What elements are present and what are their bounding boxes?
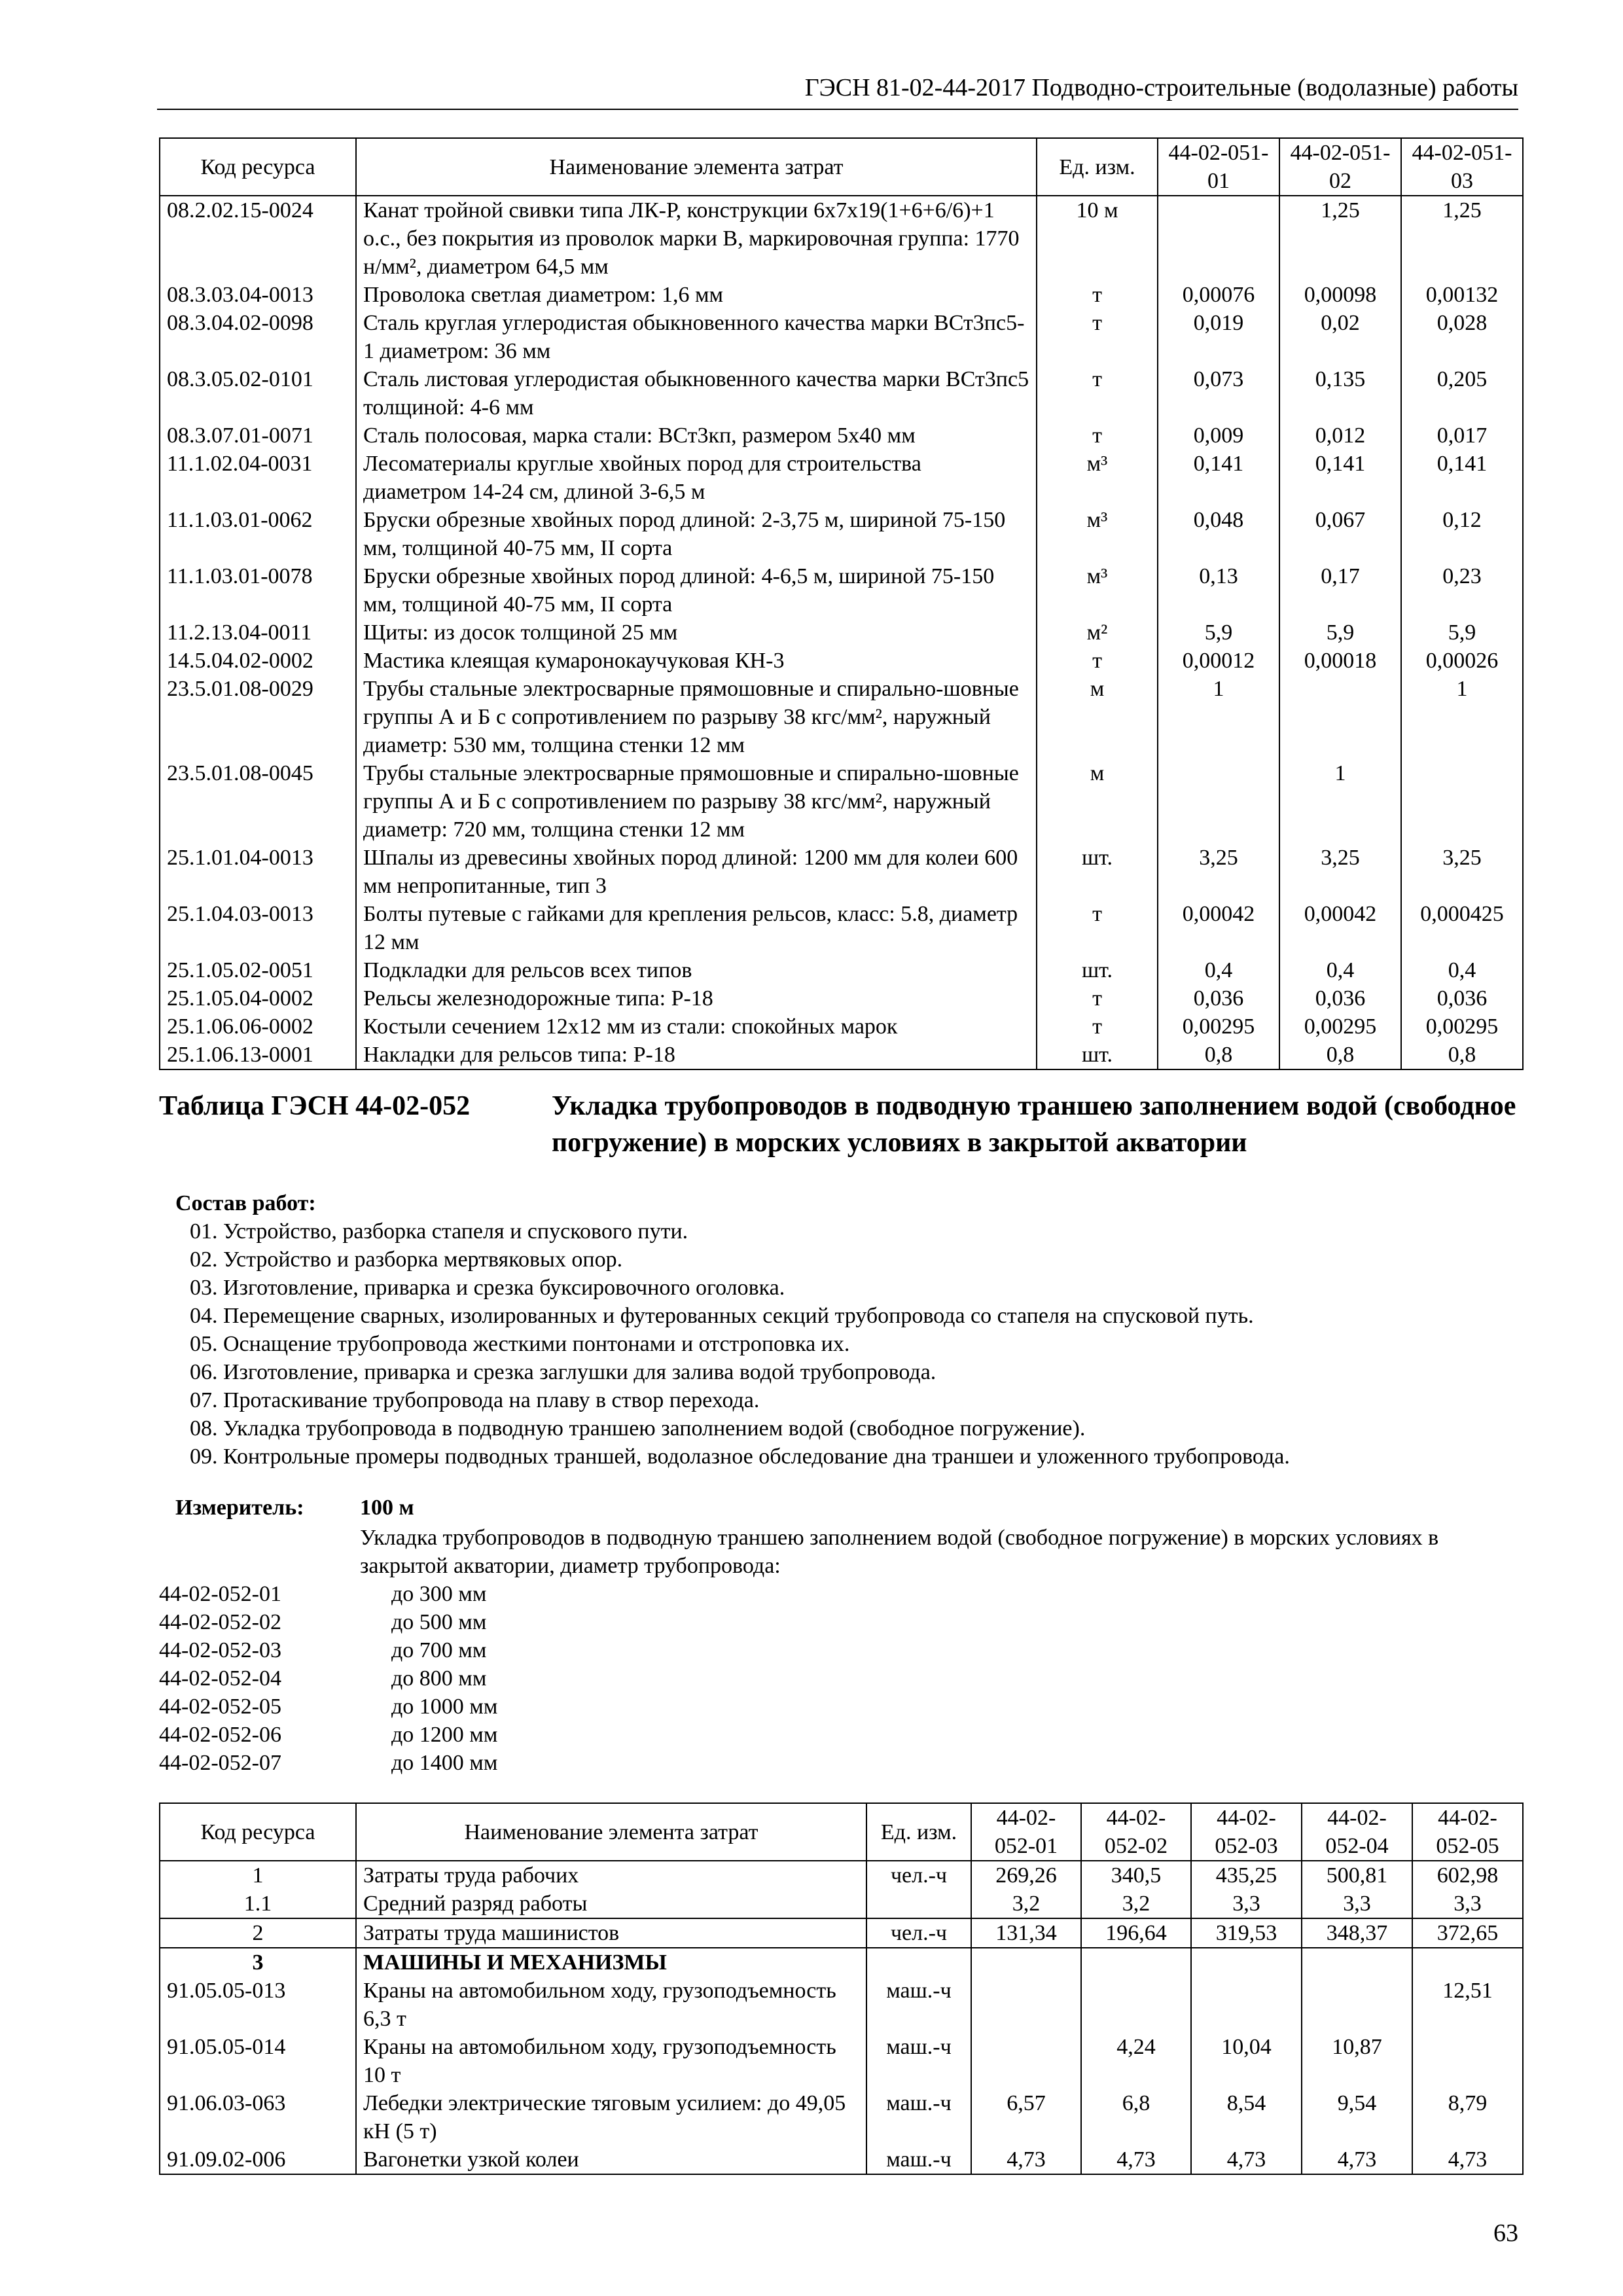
norm-value-cell: 0,8: [1279, 1041, 1401, 1069]
work-item: 06. Изготовление, приварка и срезка заглушки для залива водой трубопровода.: [190, 1360, 936, 1384]
resource-name-cell: Затраты труда рабочих: [356, 1861, 866, 1890]
resource-name-cell: Щиты: из досок толщиной 25 мм: [356, 619, 1037, 647]
norm-value-cell: 0,135: [1279, 365, 1401, 422]
norm-value-cell: 0,141: [1401, 450, 1523, 506]
resource-name-cell: Канат тройной свивки типа ЛК-Р, конструкции 6х7х19(1+6+6/6)+1 о.с., без покрытия из проволок марки В, маркировочная группа: 1770 н/мм², диаметром 64,5 мм: [356, 196, 1037, 281]
col-header-code: Код ресурса: [160, 138, 356, 196]
norm-value-cell: [1412, 1948, 1523, 1977]
norm-code-text: до 700 мм: [391, 1638, 487, 1662]
norm-value-cell: 0,141: [1158, 450, 1279, 506]
norm-value-cell: 0,012: [1279, 422, 1401, 450]
work-item: 08. Укладка трубопровода в подводную траншею заполнением водой (свободное погружение).: [190, 1416, 1086, 1441]
resource-code-cell: 91.09.02-006: [160, 2145, 356, 2174]
norm-value-cell: 4,73: [1081, 2145, 1191, 2174]
col-header-name: Наименование элемента затрат: [356, 138, 1037, 196]
resource-code-cell: 23.5.01.08-0045: [160, 759, 356, 844]
resource-name-cell: Сталь круглая углеродистая обыкновенного качества марки ВСт3пс5-1 диаметром: 36 мм: [356, 309, 1037, 365]
unit-cell: м: [1037, 759, 1158, 844]
unit-cell: м³: [1037, 562, 1158, 619]
resource-code-cell: 08.3.05.02-0101: [160, 365, 356, 422]
header-divider: [157, 109, 1518, 110]
norm-code-text: до 1000 мм: [391, 1695, 498, 1719]
norm-value-cell: 1: [1158, 675, 1279, 759]
norm-value-cell: 269,26: [971, 1861, 1081, 1890]
resource-name-cell: МАШИНЫ И МЕХАНИЗМЫ: [356, 1948, 866, 1977]
resource-code-cell: 11.2.13.04-0011: [160, 619, 356, 647]
table-row: [160, 309, 1523, 365]
unit-cell: т: [1037, 309, 1158, 365]
table-row: [160, 422, 1523, 450]
unit-cell: маш.-ч: [866, 2145, 971, 2174]
resource-name-cell: Краны на автомобильном ходу, грузоподъемность 6,3 т: [356, 1977, 866, 2033]
norm-value-cell: [1302, 1948, 1412, 1977]
norm-value-cell: 1: [1279, 759, 1401, 844]
norm-value-cell: 1,25: [1279, 196, 1401, 281]
unit-cell: шт.: [1037, 956, 1158, 984]
norm-value-cell: 0,073: [1158, 365, 1279, 422]
table-row: [160, 196, 1523, 281]
resource-name-cell: Бруски обрезные хвойных пород длиной: 2-3,75 м, шириной 75-150 мм, толщиной 40-75 мм, II сорта: [356, 506, 1037, 562]
norm-value-cell: 500,81: [1302, 1861, 1412, 1890]
table-row: [160, 281, 1523, 309]
resources-table-052: [159, 1803, 1524, 2175]
norm-value-cell: 8,79: [1412, 2089, 1523, 2145]
table-row: [160, 506, 1523, 562]
unit-cell: [866, 1890, 971, 1918]
unit-cell: т: [1037, 281, 1158, 309]
norm-value-cell: [1191, 1977, 1302, 2033]
composition-heading: Состав работ:: [175, 1191, 316, 1215]
norm-value-cell: 3,25: [1158, 844, 1279, 900]
norm-value-cell: 0,00026: [1401, 647, 1523, 675]
norm-value-cell: 0,00018: [1279, 647, 1401, 675]
norm-value-cell: 0,000425: [1401, 900, 1523, 956]
norm-code-text: до 500 мм: [391, 1610, 487, 1634]
col-header-norm: 44-02-052-01: [971, 1803, 1081, 1861]
norm-value-cell: 3,2: [1081, 1890, 1191, 1918]
norm-value-cell: 5,9: [1158, 619, 1279, 647]
unit-cell: т: [1037, 647, 1158, 675]
norm-value-cell: 602,98: [1412, 1861, 1523, 1890]
norm-value-cell: 0,036: [1279, 984, 1401, 1013]
norm-value-cell: 0,4: [1158, 956, 1279, 984]
resource-code-cell: 2: [160, 1918, 356, 1948]
table-row: [160, 1918, 1523, 1948]
norm-code: 44-02-052-06: [159, 1723, 281, 1747]
resource-name-cell: Средний разряд работы: [356, 1890, 866, 1918]
table-row: [160, 647, 1523, 675]
unit-cell: чел.-ч: [866, 1918, 971, 1948]
norm-value-cell: 340,5: [1081, 1861, 1191, 1890]
norm-value-cell: 0,017: [1401, 422, 1523, 450]
norm-value-cell: 435,25: [1191, 1861, 1302, 1890]
norm-value-cell: 0,17: [1279, 562, 1401, 619]
norm-value-cell: 8,54: [1191, 2089, 1302, 2145]
work-item: 09. Контрольные промеры подводных траншей, водолазное обследование дна траншеи и уложенного трубопровода.: [190, 1444, 1290, 1469]
table-row: [160, 2089, 1523, 2145]
norm-value-cell: 6,57: [971, 2089, 1081, 2145]
norm-value-cell: [1401, 759, 1523, 844]
norm-value-cell: [1412, 2033, 1523, 2089]
resource-code-cell: 25.1.05.04-0002: [160, 984, 356, 1013]
norm-value-cell: 0,00042: [1158, 900, 1279, 956]
norm-value-cell: 0,036: [1401, 984, 1523, 1013]
norm-code-text: до 1400 мм: [391, 1751, 498, 1775]
col-header-name: Наименование элемента затрат: [356, 1803, 866, 1861]
unit-cell: маш.-ч: [866, 1977, 971, 2033]
resource-name-cell: Проволока светлая диаметром: 1,6 мм: [356, 281, 1037, 309]
resource-code-cell: 08.3.03.04-0013: [160, 281, 356, 309]
norm-value-cell: 0,8: [1401, 1041, 1523, 1069]
table-row: [160, 1948, 1523, 1977]
norm-value-cell: 0,019: [1158, 309, 1279, 365]
resource-code-cell: 25.1.01.04-0013: [160, 844, 356, 900]
norm-value-cell: 3,3: [1191, 1890, 1302, 1918]
norm-value-cell: 0,8: [1158, 1041, 1279, 1069]
col-header-unit: Ед. изм.: [866, 1803, 971, 1861]
norm-value-cell: 0,00012: [1158, 647, 1279, 675]
unit-cell: м: [1037, 675, 1158, 759]
norm-value-cell: 3,3: [1302, 1890, 1412, 1918]
norm-code-text: до 800 мм: [391, 1666, 487, 1691]
table-row: [160, 1890, 1523, 1918]
resource-code-cell: 1.1: [160, 1890, 356, 1918]
resource-name-cell: Вагонетки узкой колеи: [356, 2145, 866, 2174]
norm-value-cell: 0,23: [1401, 562, 1523, 619]
norm-value-cell: [1302, 1977, 1412, 2033]
measure-description: Укладка трубопроводов в подводную траншею заполнением водой (свободное погружение) в морских условиях в закрытой акватории, диаметр трубопровода:: [360, 1526, 1439, 1578]
table-row: [160, 562, 1523, 619]
resource-name-cell: Сталь листовая углеродистая обыкновенного качества марки ВСт3пс5 толщиной: 4-6 мм: [356, 365, 1037, 422]
resource-code-cell: 1: [160, 1861, 356, 1890]
running-header: ГЭСН 81-02-44-2017 Подводно-строительные (водолазные) работы: [804, 74, 1518, 101]
norm-value-cell: 0,02: [1279, 309, 1401, 365]
resource-name-cell: Краны на автомобильном ходу, грузоподъемность 10 т: [356, 2033, 866, 2089]
section-table-title: Таблица ГЭСН 44-02-052: [159, 1091, 471, 1121]
unit-cell: м³: [1037, 506, 1158, 562]
norm-value-cell: 9,54: [1302, 2089, 1412, 2145]
norm-value-cell: [1279, 675, 1401, 759]
norm-value-cell: 0,067: [1279, 506, 1401, 562]
resource-name-cell: Рельсы железнодорожные типа: Р-18: [356, 984, 1037, 1013]
norm-value-cell: [1081, 1977, 1191, 2033]
unit-cell: чел.-ч: [866, 1861, 971, 1890]
resource-name-cell: Бруски обрезные хвойных пород длиной: 4-6,5 м, шириной 75-150 мм, толщиной 40-75 мм, II сорта: [356, 562, 1037, 619]
table-row: [160, 956, 1523, 984]
resource-code-cell: 08.3.07.01-0071: [160, 422, 356, 450]
table-row: [160, 675, 1523, 759]
col-header-code: Код ресурса: [160, 1803, 356, 1861]
col-header-norm: 44-02-051-03: [1401, 138, 1523, 196]
norm-code: 44-02-052-04: [159, 1666, 281, 1691]
norm-value-cell: 0,00295: [1279, 1013, 1401, 1041]
resource-name-cell: Лесоматериалы круглые хвойных пород для строительства диаметром 14-24 см, длиной 3-6,5 м: [356, 450, 1037, 506]
work-item: 05. Оснащение трубопровода жесткими понтонами и отстроповка их.: [190, 1332, 850, 1356]
norm-value-cell: 10,87: [1302, 2033, 1412, 2089]
table-row: [160, 619, 1523, 647]
norm-value-cell: 10,04: [1191, 2033, 1302, 2089]
resource-code-cell: 25.1.06.13-0001: [160, 1041, 356, 1069]
norm-value-cell: [1158, 196, 1279, 281]
page-number: 63: [1493, 2219, 1518, 2247]
table-row: [160, 2033, 1523, 2089]
resource-code-cell: 23.5.01.08-0029: [160, 675, 356, 759]
norm-value-cell: 3,2: [971, 1890, 1081, 1918]
col-header-norm: 44-02-051-02: [1279, 138, 1401, 196]
resource-code-cell: 14.5.04.02-0002: [160, 647, 356, 675]
resource-name-cell: Подкладки для рельсов всех типов: [356, 956, 1037, 984]
composition-list: [190, 1217, 1290, 1471]
unit-cell: маш.-ч: [866, 2089, 971, 2145]
measure-label: Измеритель:: [175, 1496, 304, 1520]
unit-cell: т: [1037, 900, 1158, 956]
norm-value-cell: 6,8: [1081, 2089, 1191, 2145]
unit-cell: т: [1037, 1013, 1158, 1041]
resource-code-cell: 91.05.05-013: [160, 1977, 356, 2033]
resource-name-cell: Накладки для рельсов типа: Р-18: [356, 1041, 1037, 1069]
norm-code-row: [159, 1636, 497, 1664]
unit-cell: 10 м: [1037, 196, 1158, 281]
table-row: [160, 365, 1523, 422]
unit-cell: м²: [1037, 619, 1158, 647]
norm-value-cell: 3,25: [1279, 844, 1401, 900]
table-row: [160, 844, 1523, 900]
norm-value-cell: 0,12: [1401, 506, 1523, 562]
norm-code-text: до 1200 мм: [391, 1723, 498, 1747]
norm-code: 44-02-052-07: [159, 1751, 281, 1775]
col-header-norm: 44-02-052-05: [1412, 1803, 1523, 1861]
norm-value-cell: 0,205: [1401, 365, 1523, 422]
norm-code: 44-02-052-03: [159, 1638, 281, 1662]
norm-value-cell: 372,65: [1412, 1918, 1523, 1948]
norm-code-row: [159, 1608, 497, 1636]
norm-value-cell: 1: [1401, 675, 1523, 759]
norm-code: 44-02-052-05: [159, 1695, 281, 1719]
resource-name-cell: Болты путевые с гайками для крепления рельсов, класс: 5.8, диаметр 12 мм: [356, 900, 1037, 956]
norm-code-row: [159, 1749, 497, 1777]
col-header-norm: 44-02-051-01: [1158, 138, 1279, 196]
resource-code-cell: 25.1.05.02-0051: [160, 956, 356, 984]
unit-cell: шт.: [1037, 844, 1158, 900]
norm-value-cell: 319,53: [1191, 1918, 1302, 1948]
norm-value-cell: 0,4: [1279, 956, 1401, 984]
norm-code: 44-02-052-02: [159, 1610, 281, 1634]
norm-value-cell: 0,00098: [1279, 281, 1401, 309]
resource-code-cell: 08.2.02.15-0024: [160, 196, 356, 281]
norm-value-cell: 5,9: [1401, 619, 1523, 647]
work-item: 01. Устройство, разборка стапеля и спускового пути.: [190, 1219, 688, 1244]
resource-code-cell: 25.1.04.03-0013: [160, 900, 356, 956]
norm-code-row: [159, 1693, 497, 1721]
norm-value-cell: 0,00295: [1158, 1013, 1279, 1041]
norm-value-cell: 12,51: [1412, 1977, 1523, 2033]
norm-value-cell: 0,00295: [1401, 1013, 1523, 1041]
norm-value-cell: [1081, 1948, 1191, 1977]
resource-code-cell: 25.1.06.06-0002: [160, 1013, 356, 1041]
resource-name-cell: Костыли сечением 12х12 мм из стали: спокойных марок: [356, 1013, 1037, 1041]
table-header-row: [160, 1803, 1523, 1861]
work-item: 07. Протаскивание трубопровода на плаву в створ перехода.: [190, 1388, 760, 1412]
norm-code-text: до 300 мм: [391, 1582, 487, 1606]
norm-value-cell: 4,73: [1191, 2145, 1302, 2174]
resources-table-051: [159, 137, 1524, 1070]
norm-value-cell: 0,141: [1279, 450, 1401, 506]
resource-name-cell: Шпалы из древесины хвойных пород длиной: 1200 мм для колеи 600 мм непропитанные, тип 3: [356, 844, 1037, 900]
norm-value-cell: 0,00132: [1401, 281, 1523, 309]
resource-name-cell: Мастика клеящая кумаронокаучуковая КН-3: [356, 647, 1037, 675]
table-row: [160, 759, 1523, 844]
norm-code-row: [159, 1721, 497, 1749]
table-row: [160, 450, 1523, 506]
resource-name-cell: Сталь полосовая, марка стали: ВСт3кп, размером 5х40 мм: [356, 422, 1037, 450]
norm-value-cell: 0,00042: [1279, 900, 1401, 956]
norm-value-cell: 348,37: [1302, 1918, 1412, 1948]
unit-cell: т: [1037, 365, 1158, 422]
resource-code-cell: 08.3.04.02-0098: [160, 309, 356, 365]
table-row: [160, 1041, 1523, 1069]
table-row: [160, 2145, 1523, 2174]
resource-code-cell: 11.1.03.01-0078: [160, 562, 356, 619]
col-header-unit: Ед. изм.: [1037, 138, 1158, 196]
norm-value-cell: 0,00076: [1158, 281, 1279, 309]
unit-cell: м³: [1037, 450, 1158, 506]
resource-code-cell: 11.1.03.01-0062: [160, 506, 356, 562]
table-row: [160, 1861, 1523, 1890]
table-header-row: [160, 138, 1523, 196]
section-table-name: Укладка трубопроводов в подводную траншею заполнением водой (свободное погружение) в морских условиях в закрытой акватории: [552, 1091, 1516, 1158]
unit-cell: т: [1037, 984, 1158, 1013]
norm-value-cell: [971, 1977, 1081, 2033]
table-row: [160, 1977, 1523, 2033]
norm-value-cell: 3,25: [1401, 844, 1523, 900]
unit-cell: т: [1037, 422, 1158, 450]
norm-value-cell: [1191, 1948, 1302, 1977]
resource-name-cell: Затраты труда машинистов: [356, 1918, 866, 1948]
norm-value-cell: 5,9: [1279, 619, 1401, 647]
unit-cell: шт.: [1037, 1041, 1158, 1069]
col-header-norm: 44-02-052-04: [1302, 1803, 1412, 1861]
table-row: [160, 1013, 1523, 1041]
unit-cell: [866, 1948, 971, 1977]
work-item: 04. Перемещение сварных, изолированных и футерованных секций трубопровода со стапеля на спусковой путь.: [190, 1304, 1254, 1328]
norm-value-cell: 196,64: [1081, 1918, 1191, 1948]
norm-value-cell: [971, 1948, 1081, 1977]
norm-code-row: [159, 1664, 497, 1693]
resource-code-cell: 3: [160, 1948, 356, 1977]
norm-value-cell: 0,036: [1158, 984, 1279, 1013]
norm-value-cell: 3,3: [1412, 1890, 1523, 1918]
resource-code-cell: 11.1.02.04-0031: [160, 450, 356, 506]
resource-name-cell: Трубы стальные электросварные прямошовные и спирально-шовные группы А и Б с сопротивлением по разрыву 38 кгс/мм², наружный диаметр: 720 мм, толщина стенки 12 мм: [356, 759, 1037, 844]
work-item: 03. Изготовление, приварка и срезка буксировочного оголовка.: [190, 1276, 785, 1300]
col-header-norm: 44-02-052-02: [1081, 1803, 1191, 1861]
norm-code-row: [159, 1580, 497, 1608]
resource-name-cell: Трубы стальные электросварные прямошовные и спирально-шовные группы А и Б с сопротивлением по разрыву 38 кгс/мм², наружный диаметр: 530 мм, толщина стенки 12 мм: [356, 675, 1037, 759]
norm-value-cell: 0,048: [1158, 506, 1279, 562]
norm-value-cell: 0,009: [1158, 422, 1279, 450]
col-header-norm: 44-02-052-03: [1191, 1803, 1302, 1861]
unit-cell: маш.-ч: [866, 2033, 971, 2089]
work-item: 02. Устройство и разборка мертвяковых опор.: [190, 1247, 623, 1272]
norm-value-cell: 0,13: [1158, 562, 1279, 619]
resource-code-cell: 91.05.05-014: [160, 2033, 356, 2089]
norm-value-cell: 0,028: [1401, 309, 1523, 365]
norm-value-cell: 4,24: [1081, 2033, 1191, 2089]
norm-codes-list: [159, 1580, 497, 1777]
norm-value-cell: 4,73: [971, 2145, 1081, 2174]
measure-unit: 100 м: [360, 1496, 414, 1520]
norm-value-cell: 131,34: [971, 1918, 1081, 1948]
norm-value-cell: [1158, 759, 1279, 844]
norm-value-cell: 4,73: [1412, 2145, 1523, 2174]
table-row: [160, 900, 1523, 956]
norm-value-cell: [971, 2033, 1081, 2089]
norm-value-cell: 4,73: [1302, 2145, 1412, 2174]
norm-value-cell: 1,25: [1401, 196, 1523, 281]
table-row: [160, 984, 1523, 1013]
resource-code-cell: 91.06.03-063: [160, 2089, 356, 2145]
norm-code: 44-02-052-01: [159, 1582, 281, 1606]
norm-value-cell: 0,4: [1401, 956, 1523, 984]
resource-name-cell: Лебедки электрические тяговым усилием: до 49,05 кН (5 т): [356, 2089, 866, 2145]
